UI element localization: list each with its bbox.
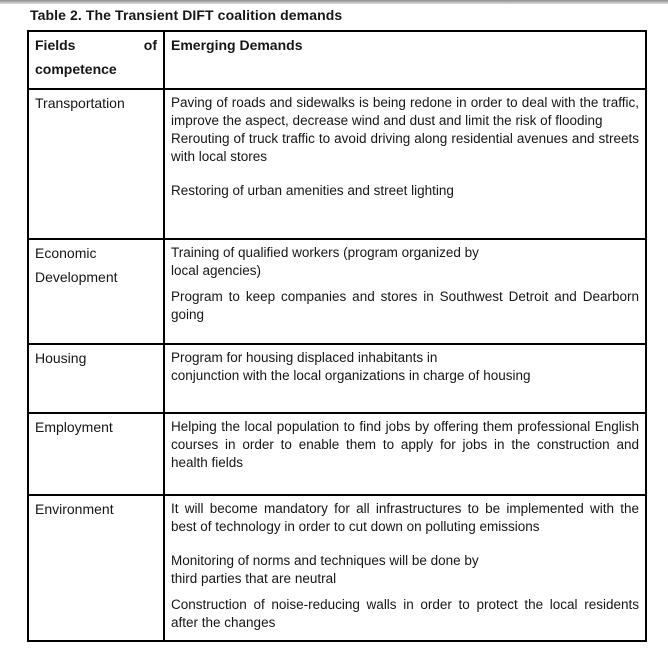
table-body [28, 89, 646, 641]
field-cell [28, 495, 164, 641]
field-cell [28, 344, 164, 413]
field-cell [28, 239, 164, 344]
demand-paragraph: Program for housing displaced inhabitants in conjunction with the local organizations in charge of housing [171, 350, 531, 383]
demands-cell [164, 344, 646, 413]
header-word-of: of [143, 37, 157, 53]
header-word-fields: Fields [35, 37, 76, 53]
field-label: Economic [35, 245, 97, 261]
table-row [28, 495, 646, 641]
header-emerging-demands: Emerging Demands [164, 31, 646, 89]
demand-paragraph: Restoring of urban amenities and street lighting [171, 183, 454, 198]
field-cell [28, 89, 164, 239]
table-row [28, 239, 646, 344]
field-label: Transportation [35, 95, 125, 111]
table-row [28, 413, 646, 495]
field-label: Development [35, 269, 118, 285]
demand-paragraph: Training of qualified workers (program organized by local agencies) [171, 245, 479, 278]
demand-paragraph: Program to keep companies and stores in Southwest Detroit and Dearborn going [171, 289, 639, 322]
demands-table [27, 30, 647, 642]
field-label: Employment [35, 419, 113, 435]
demand-paragraph: Construction of noise-reducing walls in order to protect the local residents after the changes [171, 597, 639, 630]
header-word-competence: competence [35, 61, 117, 77]
field-cell [28, 413, 164, 495]
field-label: Housing [35, 350, 87, 366]
demand-paragraph: Helping the local population to find jobs by offering them professional English courses in order to enable them to apply for jobs in the construction and health fields [171, 419, 639, 470]
demands-cell [164, 413, 646, 495]
header-fields-of-competence [28, 31, 164, 89]
scan-edge [0, 0, 668, 4]
demand-paragraph: Monitoring of norms and techniques will be done by third parties that are neutral [171, 553, 479, 586]
demand-paragraph: Rerouting of truck traffic to avoid driving along residential avenues and streets with local stores [171, 131, 639, 164]
field-label: Environment [35, 501, 114, 517]
demands-cell [164, 239, 646, 344]
table-caption: Table 2. The Transient DIFT coalition demands [30, 7, 343, 23]
header-row [28, 31, 646, 89]
table-row [28, 344, 646, 413]
table-header [28, 31, 646, 89]
demand-paragraph: It will become mandatory for all infrastructures to be implemented with the best of technology in order to cut down on polluting emissions [171, 501, 639, 534]
demands-cell [164, 89, 646, 239]
header-fields-of-line [35, 36, 157, 54]
table-row [28, 89, 646, 239]
demands-cell [164, 495, 646, 641]
demand-paragraph: Paving of roads and sidewalks is being redone in order to deal with the traffic, improve the aspect, decrease wind and dust and limit the risk of flooding [171, 95, 639, 128]
